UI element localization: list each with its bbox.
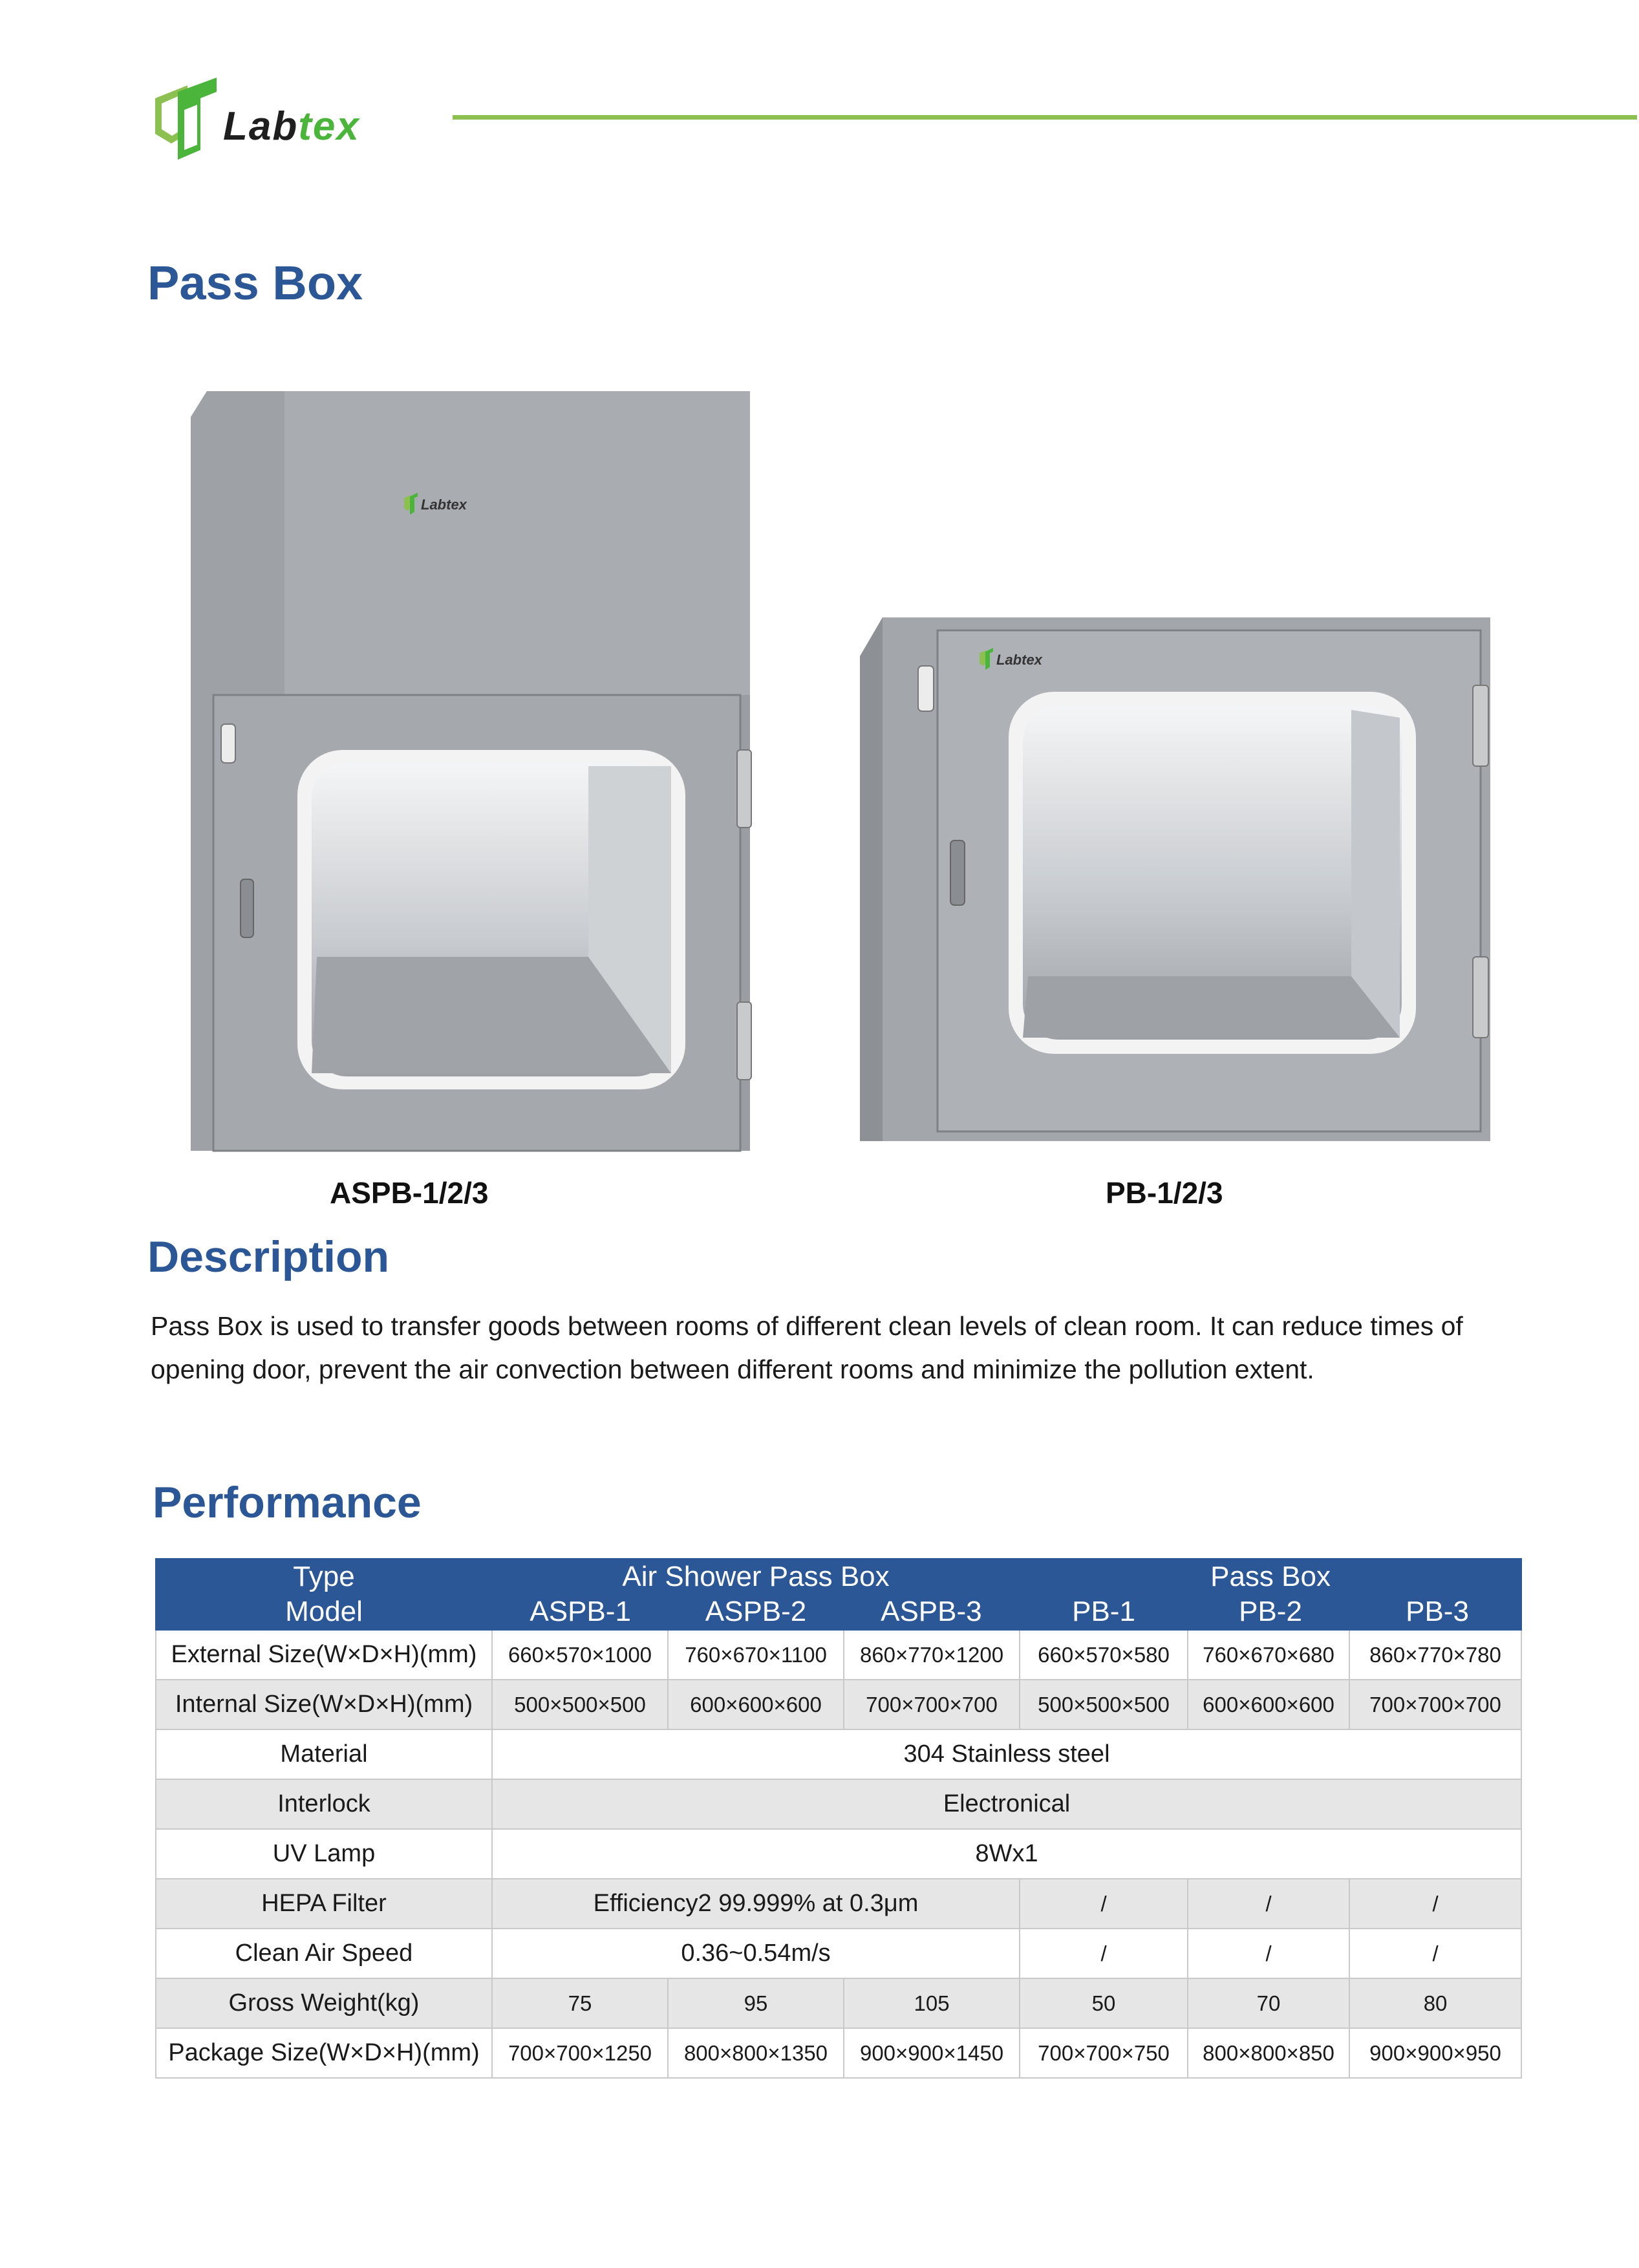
page-title: Pass Box	[147, 256, 363, 310]
table-row-hepa-filter: HEPA Filter Efficiency2 99.999% at 0.3μm / / /	[156, 1879, 1521, 1929]
pass-box-group-header: Pass Box PB-1 PB-2 PB-3	[1020, 1559, 1521, 1630]
performance-heading: Performance	[153, 1478, 422, 1527]
model-aspb-2: ASPB-2	[705, 1596, 807, 1627]
product-logo-badge	[404, 493, 467, 515]
model-aspb-1: ASPB-1	[530, 1596, 631, 1627]
logo-wordmark: Labtex	[223, 104, 360, 149]
table-row-external-size: External Size(W×D×H)(mm) 660×570×1000 760×670×1100 860×770×1200 660×570×580 760×670×680 860×770×780	[156, 1630, 1521, 1680]
table-row-interlock: Interlock Electronical	[156, 1779, 1521, 1829]
model-pb-1: PB-1	[1072, 1596, 1135, 1627]
product-caption-aspb: ASPB-1/2/3	[330, 1176, 489, 1210]
air-shower-group-header: Air Shower Pass Box ASPB-1 ASPB-2 ASPB-3	[492, 1559, 1020, 1630]
table-row-material: Material 304 Stainless steel	[156, 1729, 1521, 1779]
header-divider	[453, 115, 1637, 120]
svg-text:Labtex: Labtex	[996, 652, 1042, 668]
table-row-package-size: Package Size(W×D×H)(mm) 700×700×1250 800×800×1350 900×900×1450 700×700×750 800×800×850 900×900×950	[156, 2028, 1521, 2078]
model-pb-3: PB-3	[1406, 1596, 1469, 1627]
table-row-internal-size: Internal Size(W×D×H)(mm) 500×500×500 600×600×600 700×700×700 500×500×500 600×600×600 700×700×700	[156, 1680, 1521, 1729]
product-caption-pb: PB-1/2/3	[1106, 1176, 1223, 1210]
description-heading: Description	[147, 1232, 390, 1281]
table-header-row	[156, 1559, 1521, 1630]
type-model-header: Type Model	[156, 1559, 492, 1630]
description-text: Pass Box is used to transfer goods between rooms of different clean levels of clean room. It can reduce times of opening door, prevent the air convection between different rooms and minimize the pollution extent.	[151, 1311, 1463, 1384]
air-shower-pass-box-image	[168, 388, 763, 1154]
table-row-clean-air-speed: Clean Air Speed 0.36~0.54m/s / / /	[156, 1929, 1521, 1978]
model-pb-2: PB-2	[1239, 1596, 1302, 1627]
model-aspb-3: ASPB-3	[881, 1596, 982, 1627]
product-logo-badge	[980, 648, 1043, 670]
svg-text:Labtex: Labtex	[421, 497, 467, 513]
performance-table	[155, 1558, 1522, 2079]
pass-box-image	[853, 614, 1500, 1151]
table-row-gross-weight: Gross Weight(kg) 75 95 105 50 70 80	[156, 1978, 1521, 2028]
table-row-uv-lamp: UV Lamp 8Wx1	[156, 1829, 1521, 1879]
